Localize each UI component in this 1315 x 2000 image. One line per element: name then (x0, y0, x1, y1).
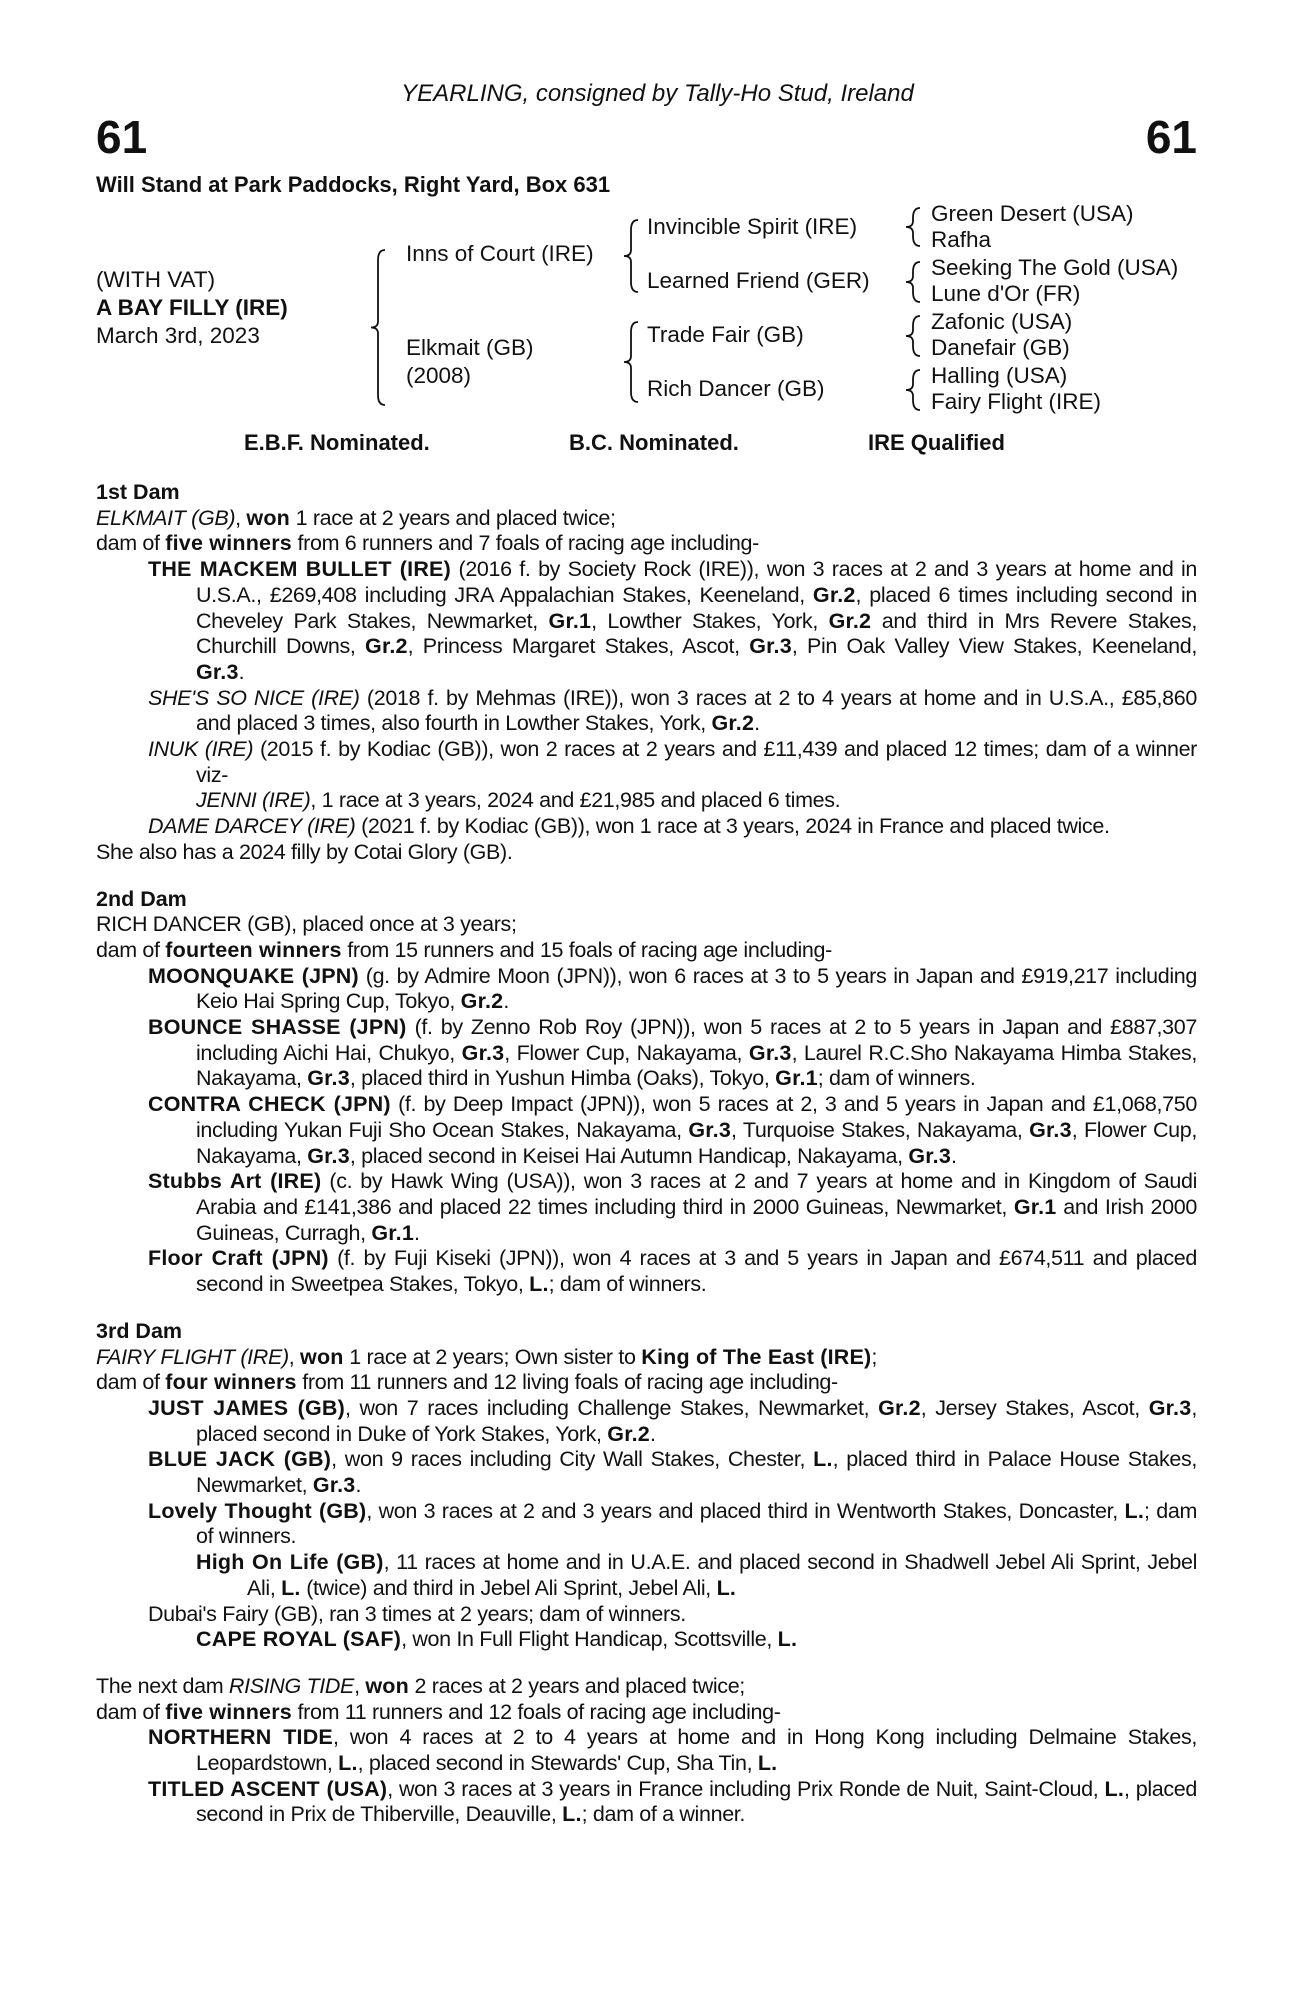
text: (2018 f. by Mehmas (IRE)), won 3 races at 2 to 4 years at home and in U.S.A., £85,860 and placed 3 times, also fourth in Lowther Stakes, York, (196, 685, 1197, 736)
great-grandparent: Danefair (GB) (931, 335, 1070, 360)
text: . (414, 1220, 420, 1245)
bold-text: L. (757, 1751, 778, 1776)
text: The next dam (96, 1673, 229, 1698)
bold-text: L. (338, 1751, 358, 1776)
bold-text: JUST JAMES (GB) (148, 1395, 346, 1420)
bold-text: CONTRA CHECK (JPN) (148, 1092, 391, 1117)
pedigree-entry (96, 938, 1197, 964)
bold-text: Gr.2 (878, 1395, 921, 1420)
text: and Irish 2000 Guineas, Curragh, (196, 1194, 1197, 1245)
bold-text: L. (777, 1627, 798, 1652)
pedigree-entry (96, 788, 1197, 814)
bold-text: Gr.3 (748, 1040, 792, 1065)
pedigree-entry (96, 1246, 1197, 1297)
text: from 11 runners and 12 living foals of racing age including- (296, 1370, 838, 1395)
great-grandparent: Halling (USA) (931, 363, 1068, 388)
text: , 1 race at 3 years, 2024 and £21,985 and placed 6 times. (310, 788, 841, 813)
sire-dam: Learned Friend (GER) (647, 268, 870, 293)
text: , placed third in Palace House Stakes, Newmarket, (196, 1447, 1197, 1498)
bold-text: Gr.3 (1029, 1117, 1072, 1142)
bold-text: Gr.3 (307, 1066, 350, 1091)
pedigree-entry (96, 1447, 1197, 1498)
text: . (503, 989, 509, 1014)
dam: Elkmait (GB) (406, 335, 534, 360)
bold-text: BLUE JACK (GB) (148, 1447, 332, 1472)
bold-text: five winners (165, 531, 292, 556)
bold-text: Gr.1 (371, 1220, 414, 1245)
text: (c. by Hawk Wing (USA)), won 3 races at 2 and 7 years at home and in Kingdom of Saudi Arabia and £141,386 and placed 22 times including third in 2000 Guineas, Newmarket, (196, 1169, 1197, 1219)
great-grandparent: Rafha (931, 227, 992, 252)
pedigree-entry (96, 506, 1197, 532)
dam-year: (2008) (406, 363, 472, 388)
bold-text: Gr.2 (460, 989, 504, 1014)
pedigree-entry (96, 1674, 1197, 1700)
italic-text: RISING TIDE (228, 1673, 355, 1698)
pedigree-entry (96, 1396, 1197, 1447)
stand-location: Will Stand at Park Paddocks, Right Yard, Box 631 (96, 172, 611, 197)
text: (f. by Deep Impact (JPN)), won 5 races at 2, 3 and 5 years in Japan and £1,068,750 including Yukan Fuji Sho Ocean Stakes, Nakayama, (196, 1092, 1197, 1142)
text: , (288, 1344, 301, 1369)
consignment-line: YEARLING, consigned by Tally-Ho Stud, Ireland (401, 80, 914, 107)
bold-text: Gr.3 (312, 1473, 356, 1498)
catalogue-body (96, 480, 1197, 1849)
text: (g. by Admire Moon (JPN)), won 6 races at 3 to 5 years in Japan and £919,217 including Keio Hai Spring Cup, Tokyo, (196, 963, 1197, 1014)
pedigree-entry (96, 1725, 1197, 1776)
text: , won 3 races at 3 years in France including Prix Ronde de Nuit, Saint-Cloud, (387, 1776, 1105, 1801)
text: , Jersey Stakes, Ascot, (920, 1395, 1149, 1420)
text: , placed second in Stewards' Cup, Sha Tin, (357, 1751, 758, 1776)
section-title: 2nd Dam (96, 886, 187, 911)
bold-text: L. (1104, 1776, 1125, 1801)
brace-icon (624, 220, 638, 292)
dam-section (96, 1319, 1197, 1653)
text: , Princess Margaret Stakes, Ascot, (407, 634, 750, 659)
pedigree-entry (96, 1015, 1197, 1092)
pedigree-entry (96, 912, 1197, 938)
bold-text: Gr.2 (812, 582, 856, 607)
italic-text: DAME DARCEY (IRE) (148, 814, 356, 839)
pedigree-entry (96, 686, 1197, 737)
bold-text: Gr.3 (1148, 1395, 1192, 1420)
text: from 11 runners and 12 foals of racing age including- (291, 1699, 781, 1724)
bold-text: L. (1124, 1498, 1144, 1523)
pedigree-entry (96, 1627, 1197, 1653)
foaling-date: March 3rd, 2023 (96, 323, 260, 348)
text: , won In Full Flight Handicap, Scottsville, (401, 1627, 778, 1652)
bold-text: High On Life (GB) (196, 1550, 384, 1575)
bold-text: Gr.3 (749, 634, 792, 659)
text: (2016 f. by Society Rock (IRE)), won 3 races at 2 and 3 years at home and in U.S.A., £269,408 including JRA Appalachian Stakes, Keeneland, (196, 557, 1198, 607)
text: , won 4 races at 2 to 4 years at home and in Hong Kong including Delmaine Stakes, Leopardstown, (196, 1725, 1197, 1776)
bold-text: Gr.1 (548, 608, 592, 633)
text: dam of (96, 531, 166, 556)
sire: Inns of Court (IRE) (406, 241, 594, 266)
bold-text: five winners (165, 1699, 292, 1724)
bold-text: King of The East (IRE) (641, 1344, 872, 1369)
bold-text: won (365, 1673, 409, 1698)
bold-text: four winners (165, 1370, 297, 1395)
text: , won 9 races including City Wall Stakes, Chester, (331, 1447, 814, 1472)
brace-icon (906, 208, 920, 246)
bold-text: Gr.1 (775, 1066, 818, 1091)
text: dam of (96, 1699, 166, 1724)
pedigree-entry (96, 1169, 1197, 1246)
brace-icon (371, 250, 385, 405)
text: dam of (96, 937, 166, 962)
text: ; dam of winners. (196, 1498, 1198, 1549)
pedigree-entry (96, 1499, 1197, 1550)
lot-number-right: 61 (1145, 111, 1197, 163)
bold-text: L. (716, 1575, 737, 1600)
sire-sire: Invincible Spirit (IRE) (647, 214, 858, 239)
bold-text: NORTHERN TIDE (148, 1725, 333, 1750)
text: , Laurel R.C.Sho Nakayama Himba Stakes, Nakayama, (196, 1040, 1197, 1091)
great-grandparent: Seeking The Gold (USA) (931, 255, 1179, 280)
bold-text: Gr.2 (711, 711, 755, 736)
bold-text: CAPE ROYAL (SAF) (196, 1627, 402, 1652)
text: , (235, 505, 247, 530)
pedigree-entry (96, 1700, 1197, 1726)
bold-text: won (300, 1344, 344, 1369)
ebf-nomination: E.B.F. Nominated. (244, 430, 430, 455)
italic-text: INUK (IRE) (148, 737, 254, 762)
pedigree-entry (96, 840, 1197, 866)
bold-text: L. (281, 1575, 301, 1600)
section-title: 1st Dam (96, 480, 180, 504)
text: , placed second in Keisei Hai Autumn Handicap, Nakayama, (349, 1143, 909, 1168)
text: from 15 runners and 15 foals of racing age including- (341, 937, 832, 962)
bold-text: Gr.3 (461, 1040, 505, 1065)
bold-text: Gr.3 (908, 1143, 951, 1168)
pedigree-entry (96, 737, 1197, 788)
brace-icon (906, 370, 920, 410)
pedigree-entry (96, 1345, 1197, 1371)
text: , Turquoise Stakes, Nakayama, (731, 1117, 1030, 1142)
great-grandparent: Lune d'Or (FR) (931, 281, 1081, 306)
brace-icon (906, 316, 920, 356)
text: , won 7 races including Challenge Stakes, Newmarket, (345, 1395, 879, 1420)
text: (2015 f. by Kodiac (GB)), won 2 races at 2 years and £11,439 and placed 12 times; dam of a winner viz- (196, 737, 1197, 787)
text: , (354, 1673, 366, 1698)
pedigree-entry (96, 1602, 1197, 1628)
italic-text: SHE'S SO NICE (IRE) (148, 685, 360, 710)
text: 1 race at 2 years; Own sister to (343, 1344, 642, 1369)
pedigree-entry (96, 531, 1197, 557)
bold-text: Stubbs Art (IRE) (148, 1169, 322, 1194)
text: Dubai's Fairy (GB), ran 3 times at 2 years; dam of winners. (148, 1601, 686, 1626)
bold-text: Lovely Thought (GB) (148, 1498, 367, 1523)
text: . (355, 1473, 362, 1498)
bold-text: Gr.3 (196, 659, 239, 684)
text: 2 races at 2 years and placed twice; (408, 1673, 745, 1698)
great-grandparent: Green Desert (USA) (931, 201, 1134, 226)
text: . (238, 659, 245, 684)
bold-text: L. (562, 1802, 582, 1827)
text: , placed 6 times including second in Cheveley Park Stakes, Newmarket, (196, 582, 1197, 633)
bold-text: MOONQUAKE (JPN) (148, 963, 359, 988)
italic-text: ELKMAIT (GB) (96, 505, 236, 530)
pedigree-entry (96, 1550, 1197, 1601)
bold-text: Floor Craft (JPN) (148, 1246, 329, 1271)
text: 1 race at 2 years and placed twice; (290, 505, 616, 530)
text: , Flower Cup, Nakayama, (504, 1040, 749, 1065)
bold-text: BOUNCE SHASSE (JPN) (148, 1015, 407, 1040)
italic-text: JENNI (IRE) (196, 788, 311, 813)
dam-section (96, 480, 1197, 866)
pedigree-entry (96, 557, 1197, 686)
text: ; dam of winners. (817, 1066, 976, 1091)
bold-text: THE MACKEM BULLET (IRE) (148, 557, 451, 582)
bold-text: Gr.2 (365, 634, 408, 659)
text: , placed second in Prix de Thiberville, Deauville, (196, 1776, 1197, 1827)
pedigree-entry (96, 1370, 1197, 1396)
italic-text: FAIRY FLIGHT (IRE) (96, 1344, 289, 1369)
bold-text: Gr.2 (828, 608, 872, 633)
text: (twice) and third in Jebel Ali Sprint, Jebel Ali, (300, 1575, 717, 1600)
dam-dam: Rich Dancer (GB) (647, 376, 825, 401)
horse-name: A BAY FILLY (IRE) (96, 295, 288, 320)
dam-section (96, 1674, 1197, 1828)
text: She also has a 2024 filly by Cotai Glory (GB). (96, 839, 513, 864)
bold-text: fourteen winners (165, 937, 342, 962)
bold-text: won (246, 505, 290, 530)
text: , Lowther Stakes, York, (591, 608, 829, 633)
text: , won 3 races at 2 and 3 years and placed third in Wentworth Stakes, Doncaster, (366, 1498, 1125, 1523)
text: dam of (96, 1370, 166, 1395)
text: (f. by Zenno Rob Roy (JPN)), won 5 races at 2 to 5 years in Japan and £887,307 including Aichi Hai, Chukyo, (196, 1015, 1197, 1065)
text: ; (871, 1344, 878, 1369)
bold-text: Gr.1 (1013, 1194, 1057, 1219)
text: and third in Mrs Revere Stakes, Churchill Downs, (196, 608, 1197, 659)
vat-note: (WITH VAT) (96, 267, 216, 292)
brace-icon (906, 262, 920, 302)
text: . (950, 1143, 957, 1168)
great-grandparent: Zafonic (USA) (931, 309, 1073, 334)
text: ; dam of a winner. (581, 1802, 746, 1827)
pedigree-entry (96, 814, 1197, 840)
text: (2021 f. by Kodiac (GB)), won 1 race at 3 years, 2024 in France and placed twice. (355, 814, 1110, 839)
text: , placed third in Yushun Himba (Oaks), Tokyo, (349, 1066, 776, 1091)
dam-sire: Trade Fair (GB) (647, 322, 804, 347)
bold-text: Gr.2 (607, 1421, 650, 1446)
pedigree-entry (96, 964, 1197, 1015)
text: , Flower Cup, Nakayama, (196, 1117, 1197, 1168)
bold-text: L. (813, 1447, 833, 1472)
bold-text: Gr.3 (307, 1143, 350, 1168)
bold-text: L. (529, 1272, 549, 1297)
text: . (649, 1421, 656, 1446)
text: (f. by Fuji Kiseki (JPN)), won 4 races at 3 and 5 years in Japan and £674,511 and placed second in Sweetpea Stakes, Tokyo, (196, 1246, 1197, 1297)
text: from 6 runners and 7 foals of racing age including- (291, 531, 759, 556)
pedigree-entry (96, 1092, 1197, 1169)
dam-section (96, 887, 1197, 1298)
bold-text: TITLED ASCENT (USA) (148, 1776, 388, 1801)
section-title: 3rd Dam (96, 1318, 183, 1343)
ire-qualification: IRE Qualified (868, 430, 1005, 455)
text: , placed second in Duke of York Stakes, York, (196, 1395, 1197, 1446)
text: RICH DANCER (GB), placed once at 3 years; (96, 912, 517, 937)
bc-nomination: B.C. Nominated. (569, 430, 739, 455)
brace-icon (624, 322, 638, 402)
text: ; dam of winners. (548, 1272, 707, 1297)
great-grandparent: Fairy Flight (IRE) (931, 389, 1102, 414)
lot-number-left: 61 (96, 111, 148, 163)
pedigree-entry (96, 1777, 1197, 1828)
text: , Pin Oak Valley View Stakes, Keeneland, (791, 634, 1197, 659)
text: . (754, 711, 760, 736)
bold-text: Gr.3 (688, 1117, 732, 1142)
text: , 11 races at home and in U.A.E. and placed second in Shadwell Jebel Ali Sprint, Jebel Ali, (247, 1550, 1197, 1600)
